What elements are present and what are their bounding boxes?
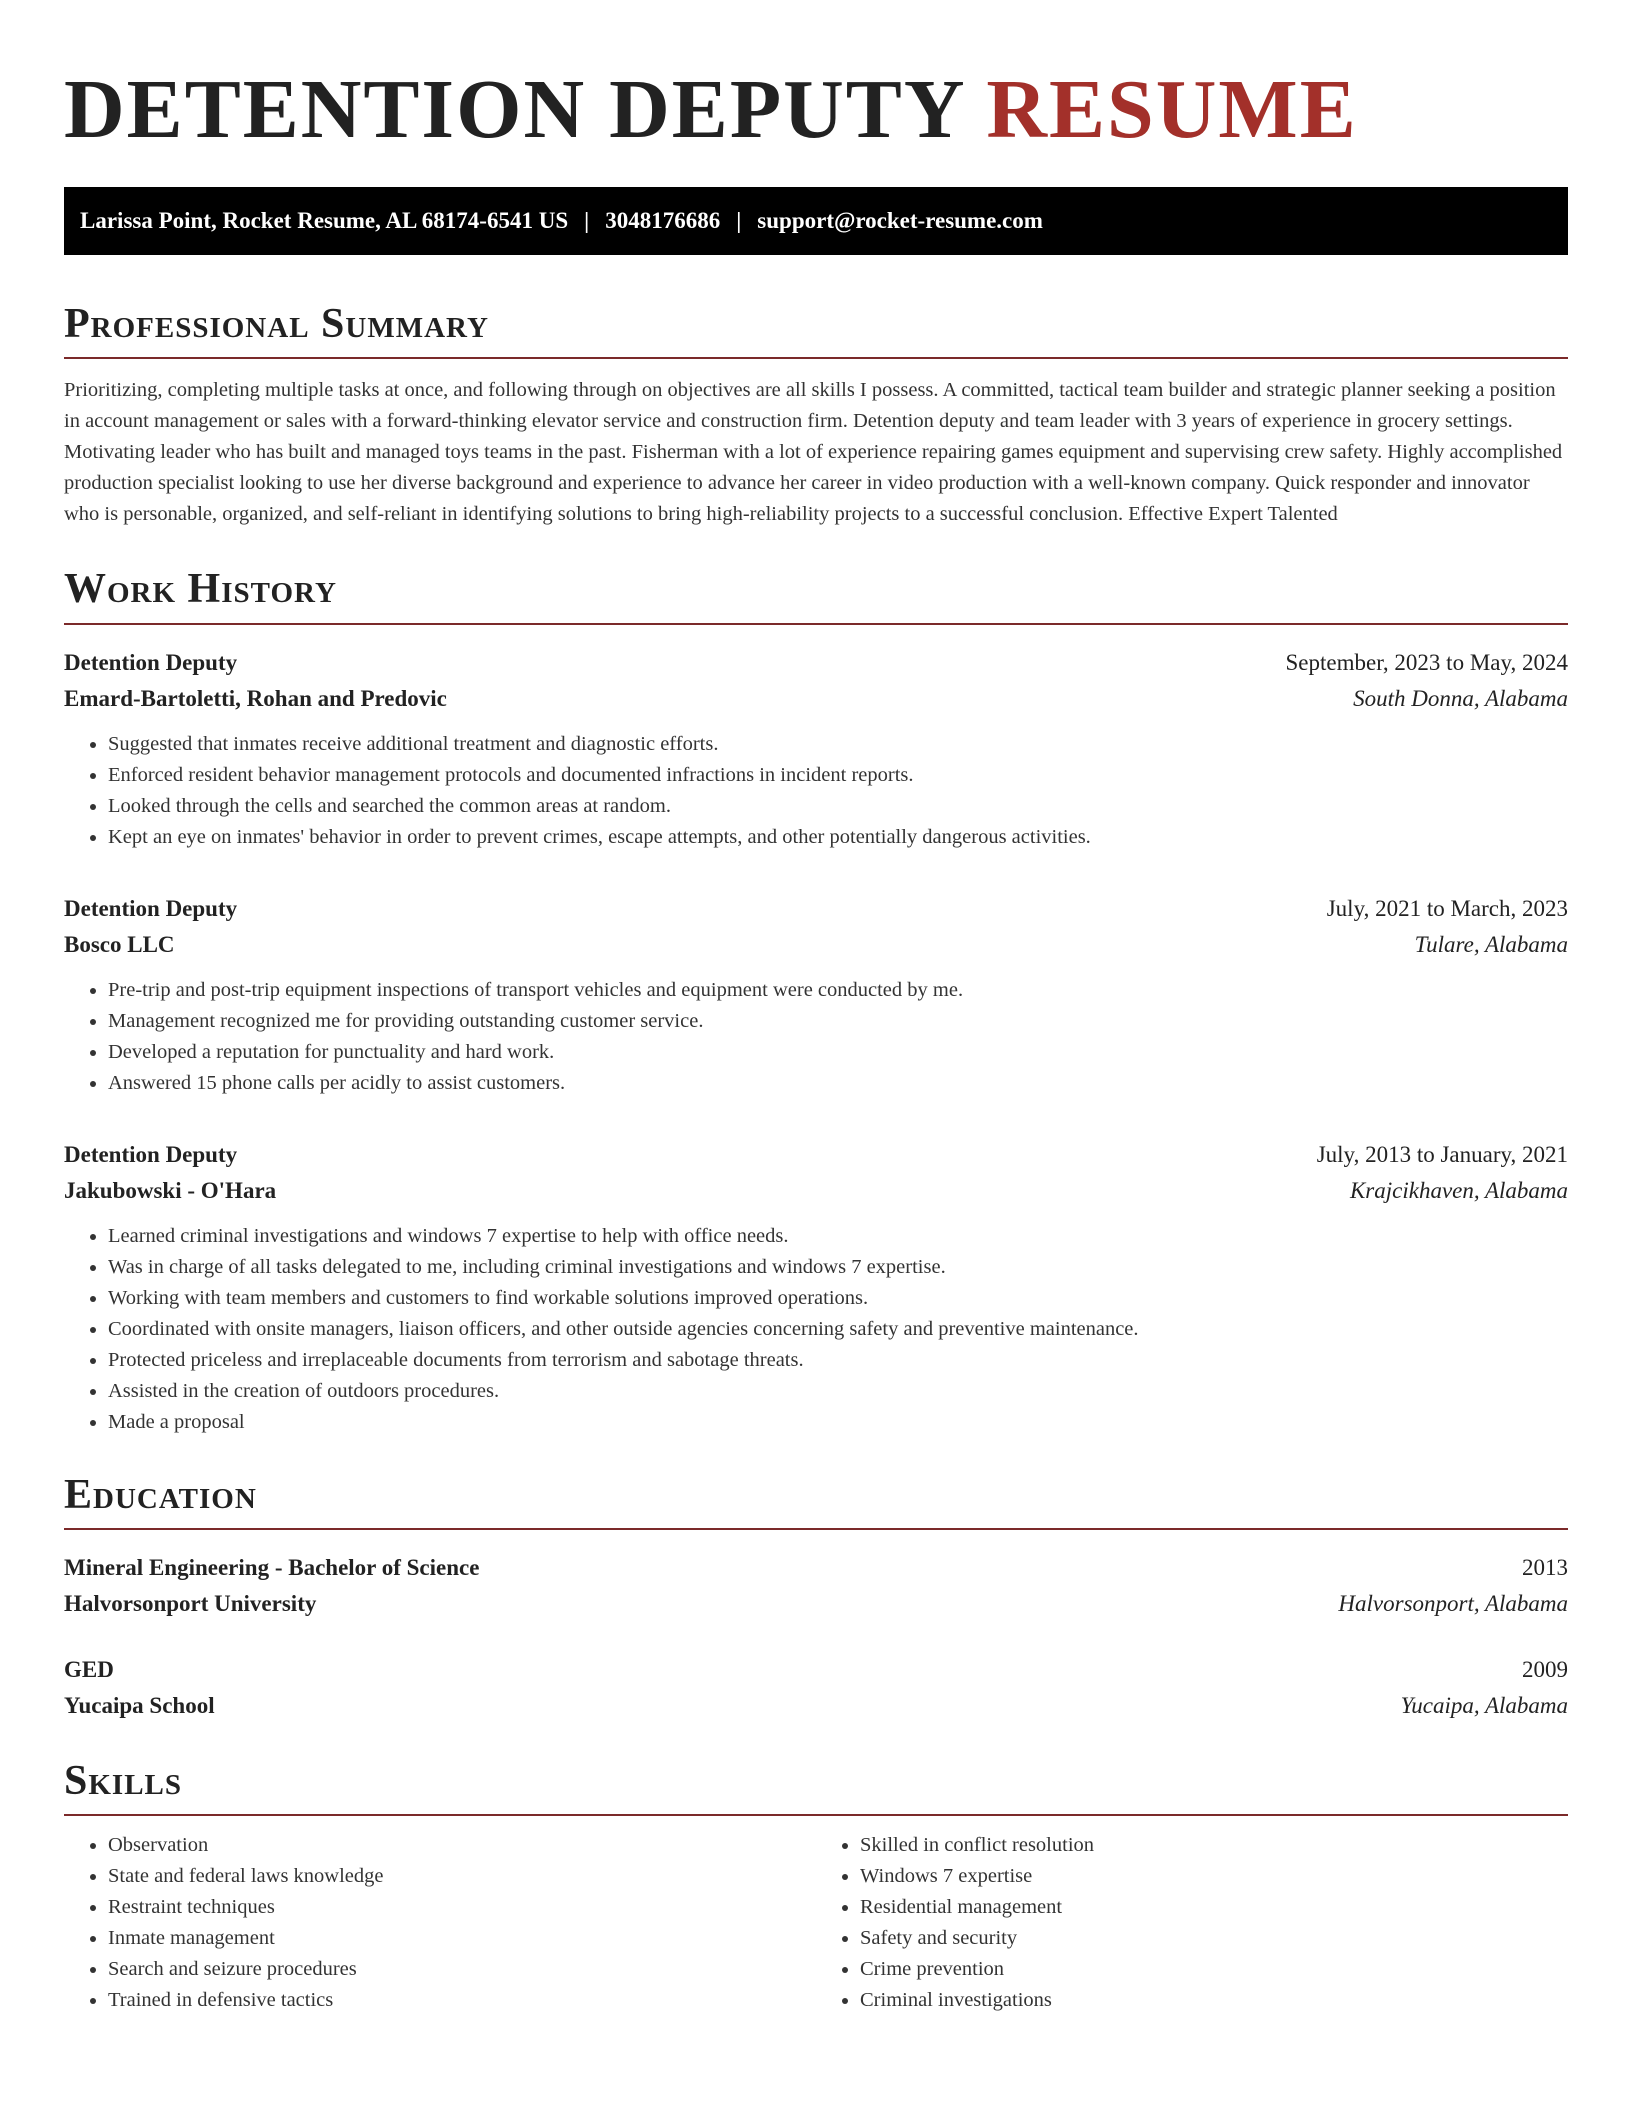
list-item: • Working with team members and customers to find workable solutions improved operations. bbox=[108, 1283, 1568, 1314]
education-location: Halvorsonport, Alabama bbox=[1338, 1590, 1568, 1616]
list-item: • Residential management bbox=[860, 1892, 1568, 1923]
education-degree: GED bbox=[64, 1656, 114, 1682]
job-location: Tulare, Alabama bbox=[1414, 931, 1568, 957]
list-item: • Answered 15 phone calls per acidly to assist customers. bbox=[108, 1068, 1568, 1099]
title-accent: RESUME bbox=[986, 63, 1358, 156]
job-entry bbox=[64, 893, 1568, 1099]
job-entry bbox=[64, 647, 1568, 853]
job-company: Jakubowski - O'Hara bbox=[64, 1177, 277, 1203]
contact-separator: | bbox=[736, 207, 742, 233]
list-item: • Learned criminal investigations and windows 7 expertise to help with office needs. bbox=[108, 1221, 1568, 1252]
education-degree: Mineral Engineering - Bachelor of Science bbox=[64, 1554, 480, 1580]
skills-grid bbox=[64, 1830, 1568, 2016]
summary-text: Prioritizing, completing multiple tasks at once, and following through on objectives are all skills I possess. A committed, tactical team builder and strategic planner seeking a position in account management or sales with a forward-thinking elevator service and construction firm. Detention deputy and team leader with 3 years of experience in grocery settings. Motivating leader who has built and managed toys teams in the past. Fisherman with a lot of experience repairing games equipment and supervising crew safety. Highly accomplished production specialist looking to use her diverse background and experience to advance her career in video production with a well-known company. Quick responder and innovator who is personable, organized, and self-reliant in identifying solutions to bring high-reliability projects to a successful conclusion. Effective Expert Talented bbox=[64, 379, 1563, 526]
skills-list-left bbox=[64, 1830, 816, 2016]
list-item: • Restraint techniques bbox=[108, 1892, 816, 1923]
list-item: • Kept an eye on inmates' behavior in order to prevent crimes, escape attempts, and other potentially dangerous activities. bbox=[108, 822, 1568, 853]
list-item: • Criminal investigations bbox=[860, 1985, 1568, 2016]
list-item: • Suggested that inmates receive additional treatment and diagnostic efforts. bbox=[108, 729, 1568, 760]
contact-address: Larissa Point, Rocket Resume, AL 68174-6541 US bbox=[80, 207, 569, 233]
job-company: Bosco LLC bbox=[64, 931, 175, 957]
job-title: Detention Deputy bbox=[64, 649, 238, 675]
job-bullets bbox=[64, 1221, 1568, 1438]
list-item: • Enforced resident behavior management protocols and documented infractions in incident reports. bbox=[108, 760, 1568, 791]
job-dates: July, 2013 to January, 2021 bbox=[1316, 1141, 1568, 1167]
resume-title bbox=[64, 60, 1568, 161]
job-bullets bbox=[64, 729, 1568, 853]
education-section bbox=[64, 1470, 1568, 1722]
section-divider bbox=[64, 623, 1568, 625]
list-item: • Developed a reputation for punctuality and hard work. bbox=[108, 1037, 1568, 1068]
list-item: • Management recognized me for providing outstanding customer service. bbox=[108, 1006, 1568, 1037]
list-item: • Observation bbox=[108, 1830, 816, 1861]
education-entry bbox=[64, 1552, 1568, 1620]
list-item: • Inmate management bbox=[108, 1923, 816, 1954]
contact-phone: 3048176686 bbox=[605, 207, 721, 233]
list-item: • Assisted in the creation of outdoors procedures. bbox=[108, 1376, 1568, 1407]
education-school: Halvorsonport University bbox=[64, 1590, 317, 1616]
education-entry bbox=[64, 1654, 1568, 1722]
contact-separator: | bbox=[584, 207, 590, 233]
section-divider bbox=[64, 1814, 1568, 1816]
education-location: Yucaipa, Alabama bbox=[1400, 1692, 1568, 1718]
section-divider bbox=[64, 1528, 1568, 1530]
work-history-section bbox=[64, 564, 1568, 1437]
summary-section bbox=[64, 299, 1568, 530]
job-title: Detention Deputy bbox=[64, 895, 238, 921]
list-item: • Made a proposal bbox=[108, 1407, 1568, 1438]
list-item: • Looked through the cells and searched the common areas at random. bbox=[108, 791, 1568, 822]
list-item: • Protected priceless and irreplaceable documents from terrorism and sabotage threats. bbox=[108, 1345, 1568, 1376]
list-item: • Coordinated with onsite managers, liaison officers, and other outside agencies concerning safety and preventive maintenance. bbox=[108, 1314, 1568, 1345]
list-item: • Search and seizure procedures bbox=[108, 1954, 816, 1985]
summary-heading: Professional Summary bbox=[64, 300, 489, 347]
job-dates: July, 2021 to March, 2023 bbox=[1326, 895, 1568, 921]
job-dates: September, 2023 to May, 2024 bbox=[1285, 649, 1568, 675]
skills-heading: Skills bbox=[64, 1757, 183, 1804]
skills-list-right bbox=[816, 1830, 1568, 2016]
section-divider bbox=[64, 357, 1568, 359]
contact-email: support@rocket-resume.com bbox=[757, 207, 1043, 233]
list-item: • Windows 7 expertise bbox=[860, 1861, 1568, 1892]
job-location: South Donna, Alabama bbox=[1353, 685, 1568, 711]
job-entry bbox=[64, 1139, 1568, 1438]
work-history-heading: Work History bbox=[64, 566, 337, 613]
list-item: • Pre-trip and post-trip equipment inspections of transport vehicles and equipment were conducted by me. bbox=[108, 975, 1568, 1006]
contact-bar bbox=[64, 187, 1568, 255]
list-item: • Crime prevention bbox=[860, 1954, 1568, 1985]
job-company: Emard-Bartoletti, Rohan and Predovic bbox=[64, 685, 447, 711]
education-heading: Education bbox=[64, 1471, 257, 1518]
title-main: DETENTION DEPUTY bbox=[64, 63, 987, 156]
job-title: Detention Deputy bbox=[64, 1141, 238, 1167]
list-item: • Safety and security bbox=[860, 1923, 1568, 1954]
education-year: 2013 bbox=[1522, 1554, 1568, 1580]
job-bullets bbox=[64, 975, 1568, 1099]
job-location: Krajcikhaven, Alabama bbox=[1349, 1177, 1568, 1203]
education-school: Yucaipa School bbox=[64, 1692, 215, 1718]
list-item: • Skilled in conflict resolution bbox=[860, 1830, 1568, 1861]
skills-section bbox=[64, 1756, 1568, 2016]
list-item: • State and federal laws knowledge bbox=[108, 1861, 816, 1892]
education-year: 2009 bbox=[1522, 1656, 1568, 1682]
list-item: • Trained in defensive tactics bbox=[108, 1985, 816, 2016]
list-item: • Was in charge of all tasks delegated to me, including criminal investigations and windows 7 expertise. bbox=[108, 1252, 1568, 1283]
